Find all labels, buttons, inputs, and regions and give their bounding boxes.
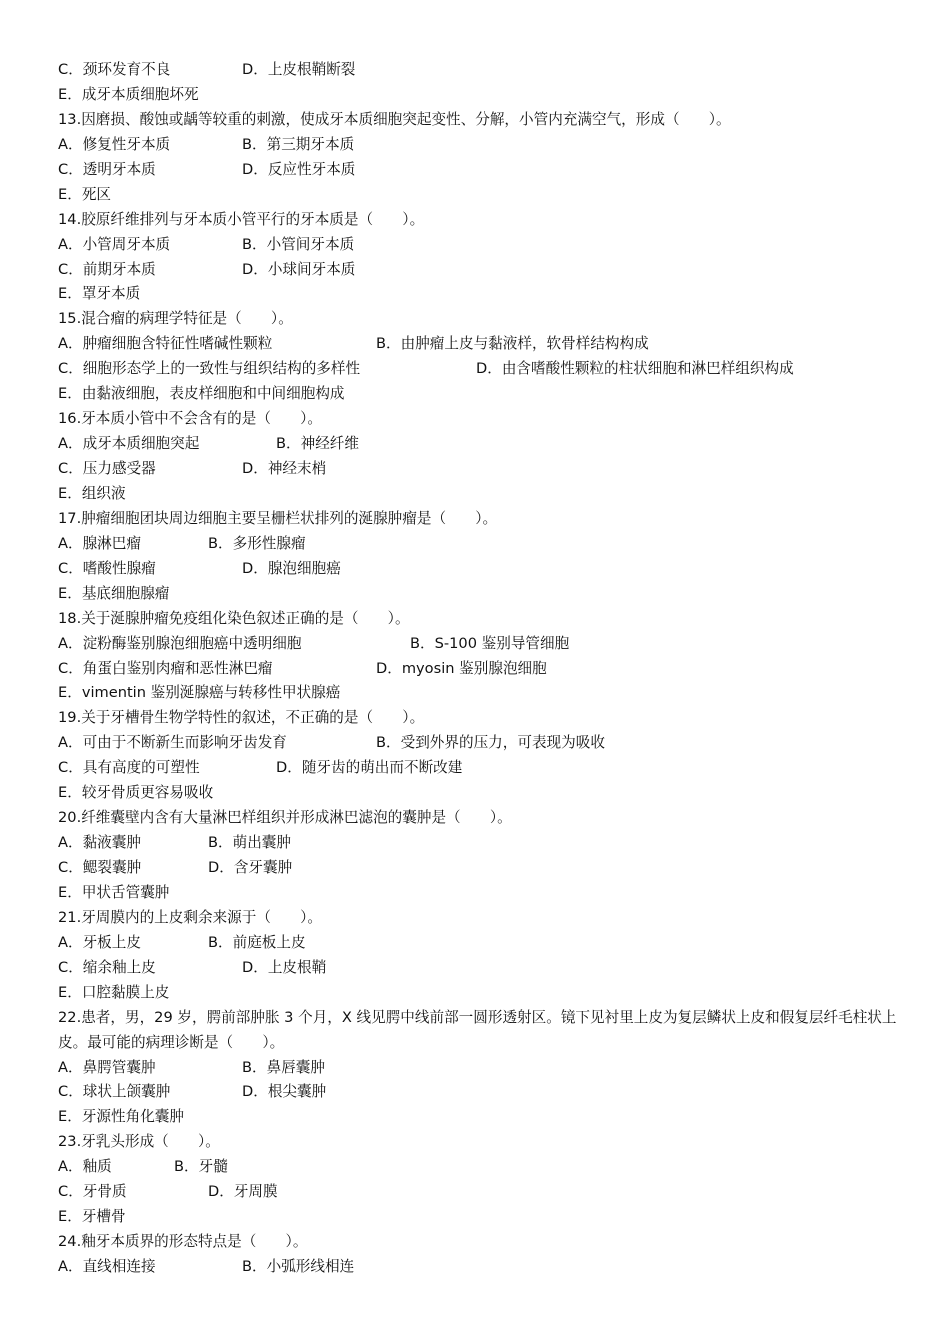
option-row (58, 1105, 898, 1130)
option-row (58, 1255, 898, 1280)
answer-option: D．上皮根鞘 (242, 958, 327, 976)
answer-option: B．牙髓 (174, 1158, 228, 1176)
answer-option: A．鼻腭管囊肿 (58, 1058, 156, 1076)
option-row (58, 258, 898, 283)
option-row (58, 956, 898, 981)
answer-option: A．小管周牙本质 (58, 235, 171, 253)
answer-option: D．腺泡细胞癌 (242, 559, 341, 577)
option-row (58, 931, 898, 956)
option-row (58, 282, 898, 307)
option-row (58, 981, 898, 1006)
option-row (58, 1155, 898, 1180)
option-row (58, 183, 898, 208)
option-row (58, 856, 898, 881)
answer-option: E．vimentin 鉴别涎腺癌与转移性甲状腺癌 (58, 684, 341, 702)
answer-option: E．由黏液细胞，表皮样细胞和中间细胞构成 (58, 385, 345, 403)
option-row (58, 1180, 898, 1205)
answer-option: A．可由于不断新生而影响牙齿发育 (58, 734, 287, 752)
answer-option: A．修复性牙本质 (58, 135, 171, 153)
answer-option: C．球状上颌囊肿 (58, 1083, 171, 1101)
question-stem: 18.关于涎腺肿瘤免疫组化染色叙述正确的是（ ）。 (58, 609, 410, 627)
answer-option: E．牙源性角化囊肿 (58, 1108, 184, 1126)
question-stem: 22.患者，男，29 岁，腭前部肿胀 3 个月，X 线见腭中线前部一圆形透射区。镜下见衬里上皮为复层鳞状上皮和假复层纤毛柱状上皮。最可能的病理诊断是（ ）。 (58, 1008, 897, 1051)
answer-option: A．直线相连接 (58, 1258, 156, 1276)
option-row (58, 1056, 898, 1081)
answer-option: B．受到外界的压力，可表现为吸收 (376, 734, 605, 752)
answer-option: A．腺淋巴瘤 (58, 534, 141, 552)
option-row (58, 681, 898, 706)
option-row (58, 632, 898, 657)
answer-option: A．成牙本质细胞突起 (58, 435, 200, 453)
question-stem: 21.牙周膜内的上皮剩余来源于（ ）。 (58, 908, 323, 926)
option-row (58, 357, 898, 382)
answer-option: B．萌出囊肿 (208, 834, 291, 852)
answer-option: A．淀粉酶鉴别腺泡细胞癌中透明细胞 (58, 634, 302, 652)
answer-option: B．鼻唇囊肿 (242, 1058, 325, 1076)
answer-option: E．组织液 (58, 484, 126, 502)
option-row (58, 233, 898, 258)
option-row (58, 532, 898, 557)
answer-option: E．甲状舌管囊肿 (58, 883, 170, 901)
answer-option: B．小弧形线相连 (242, 1258, 355, 1276)
answer-option: D．含牙囊肿 (208, 859, 293, 876)
answer-option: C．透明牙本质 (58, 160, 156, 178)
answer-option: B．由肿瘤上皮与黏液样，软骨样结构构成 (376, 335, 649, 353)
option-row (58, 1080, 898, 1105)
option-row (58, 457, 898, 482)
option-row (58, 482, 898, 507)
question-stem: 14.胶原纤维排列与牙本质小管平行的牙本质是（ ）。 (58, 210, 425, 228)
question-stem: 13.因磨损、酸蚀或龋等较重的刺激，使成牙本质细胞突起变性、分解，小管内充满空气，形成（ ）。 (58, 110, 731, 128)
answer-option: C．鳃裂囊肿 (58, 859, 142, 876)
answer-option: D．根尖囊肿 (242, 1083, 327, 1101)
option-row (58, 657, 898, 682)
answer-option: C．牙骨质 (58, 1183, 127, 1201)
answer-option: A．釉质 (58, 1158, 112, 1176)
answer-option: C．颈环发育不良 (58, 61, 171, 78)
answer-option: C．前期牙本质 (58, 260, 156, 278)
option-row (58, 332, 898, 357)
answer-option: D．上皮根鞘断裂 (242, 61, 356, 78)
answer-option: D．小球间牙本质 (242, 260, 356, 278)
answer-option: C．角蛋白鉴别肉瘤和恶性淋巴瘤 (58, 659, 273, 677)
question-stem: 16.牙本质小管中不会含有的是（ ）。 (58, 410, 323, 428)
answer-option: E．成牙本质细胞坏死 (58, 85, 199, 103)
option-row (58, 881, 898, 906)
answer-option: B．第三期牙本质 (242, 135, 355, 153)
exam-page (58, 58, 898, 1280)
answer-option: C．具有高度的可塑性 (58, 759, 200, 777)
answer-option: C．细胞形态学上的一致性与组织结构的多样性 (58, 360, 361, 378)
option-row (58, 382, 898, 407)
answer-option: C．缩余釉上皮 (58, 958, 156, 976)
question-stem: 20.纤维囊壁内含有大量淋巴样组织并形成淋巴滤泡的囊肿是（ ）。 (58, 809, 512, 827)
option-row (58, 58, 898, 83)
answer-option: E．死区 (58, 185, 112, 203)
question-stem: 19.关于牙槽骨生物学特性的叙述，不正确的是（ ）。 (58, 709, 425, 727)
option-row (58, 432, 898, 457)
answer-option: E．罩牙本质 (58, 285, 141, 303)
question-stem: 24.釉牙本质界的形态特点是（ ）。 (58, 1233, 308, 1251)
answer-option: E．基底细胞腺瘤 (58, 584, 170, 602)
answer-option: A．肿瘤细胞含特征性嗜碱性颗粒 (58, 335, 273, 353)
answer-option: E．牙槽骨 (58, 1208, 126, 1226)
option-row (58, 756, 898, 781)
answer-option: B．多形性腺瘤 (208, 534, 306, 552)
option-row (58, 582, 898, 607)
answer-option: A．黏液囊肿 (58, 834, 141, 852)
option-row (58, 1205, 898, 1230)
answer-option: D．神经末梢 (242, 460, 327, 477)
answer-option: D．myosin 鉴别腺泡细胞 (376, 659, 547, 677)
answer-option: E．较牙骨质更容易吸收 (58, 784, 214, 802)
answer-option: D．由含嗜酸性颗粒的柱状细胞和淋巴样组织构成 (476, 360, 794, 378)
option-row (58, 731, 898, 756)
option-row (58, 83, 898, 108)
answer-option: C．压力感受器 (58, 460, 156, 477)
option-row (58, 133, 898, 158)
answer-option: B．S-100 鉴别导管细胞 (410, 634, 570, 652)
option-row (58, 158, 898, 183)
answer-option: B．前庭板上皮 (208, 933, 306, 951)
question-stem: 23.牙乳头形成（ ）。 (58, 1133, 220, 1151)
answer-option: D．反应性牙本质 (242, 160, 356, 178)
question-stem: 17.肿瘤细胞团块周边细胞主要呈栅栏状排列的涎腺肿瘤是（ ）。 (58, 509, 498, 527)
answer-option: A．牙板上皮 (58, 933, 141, 951)
answer-option: E．口腔黏膜上皮 (58, 983, 170, 1001)
option-row (58, 831, 898, 856)
question-stem: 15.混合瘤的病理学特征是（ ）。 (58, 310, 293, 328)
answer-option: C．嗜酸性腺瘤 (58, 559, 156, 577)
answer-option: D．牙周膜 (208, 1183, 278, 1201)
option-row (58, 557, 898, 582)
answer-option: D．随牙齿的萌出而不断改建 (276, 759, 463, 777)
answer-option: B．神经纤维 (276, 435, 359, 453)
option-row (58, 781, 898, 806)
answer-option: B．小管间牙本质 (242, 235, 355, 253)
